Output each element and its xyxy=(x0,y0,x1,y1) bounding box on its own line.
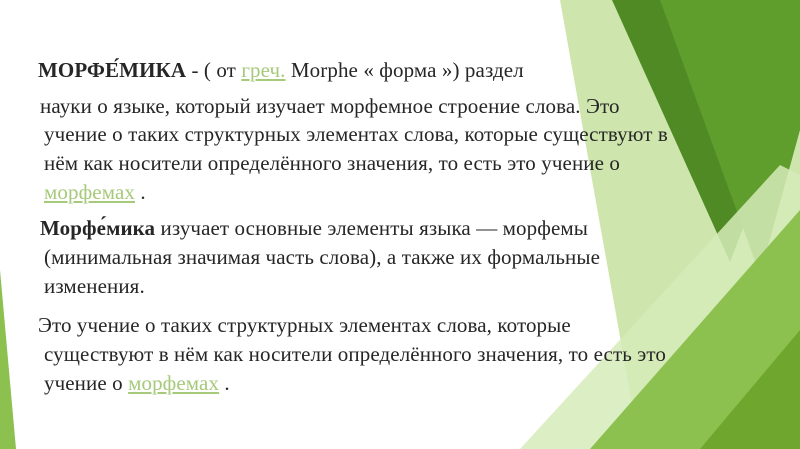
term-morphemics-caps: МОРФЕ́МИКА xyxy=(38,58,187,82)
paragraph2-line3: изменения. xyxy=(44,274,145,298)
paragraph2-line1 xyxy=(40,215,588,241)
paragraph3-line1: Это учение о таких структурных элементах слова, которые xyxy=(38,313,571,337)
paragraph3-line2: существуют в нём как носители определённого значения, то есть это xyxy=(44,342,666,366)
paragraph1-line1 xyxy=(38,57,524,83)
paragraph1-line4: нём как носители определённого значения, то есть это учение о xyxy=(44,151,620,175)
text-fragment: . xyxy=(134,180,146,204)
paragraph1-line3: учение о таких структурных элементах слова, которые существуют в xyxy=(44,122,668,146)
link-morphemes[interactable]: морфемах xyxy=(44,180,135,204)
text-fragment: учение о xyxy=(44,371,129,395)
link-grech[interactable]: греч. xyxy=(241,58,286,82)
paragraph2-line2: (минимальная значимая часть слова), а также их формальные xyxy=(44,245,601,269)
paragraph1-line5 xyxy=(44,179,146,205)
text-fragment: Morphe « форма ») раздел xyxy=(285,58,524,82)
paragraph3-line3 xyxy=(44,370,230,396)
link-morphemes[interactable]: морфемах xyxy=(128,371,220,395)
text-fragment: . xyxy=(219,371,230,395)
text-fragment: изучает основные элементы языка — морфемы xyxy=(155,216,588,240)
term-morphemics: Морфе́мика xyxy=(40,216,156,240)
paragraph1-line2: науки о языке, который изучает морфемное строение слова. Это xyxy=(40,94,620,118)
text-fragment: - ( от xyxy=(186,58,242,82)
